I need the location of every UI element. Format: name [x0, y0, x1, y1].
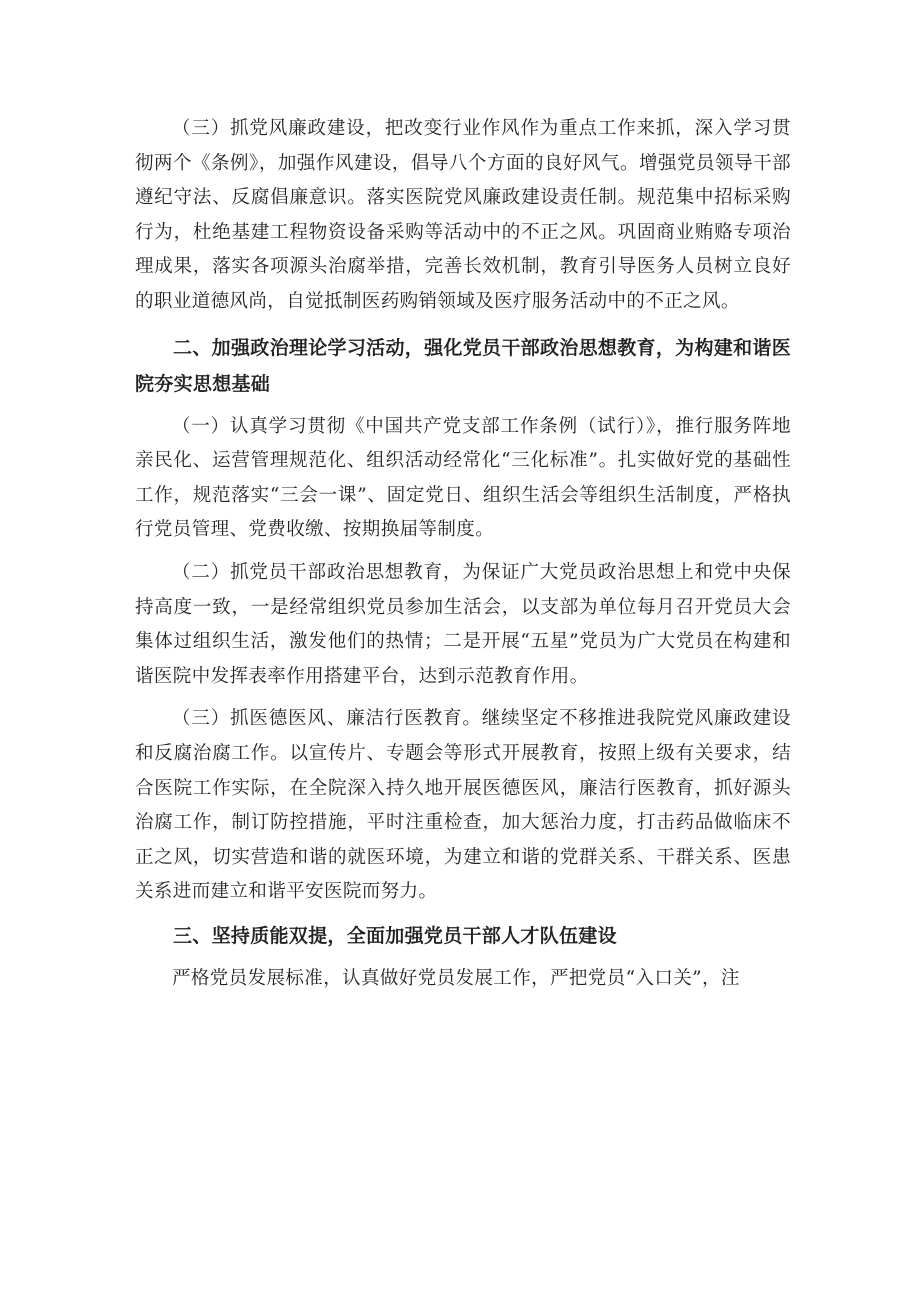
- spacer: [135, 320, 791, 330]
- spacer: [135, 954, 791, 962]
- document-page: [135, 112, 791, 996]
- spacer: [135, 694, 791, 702]
- paragraph-member-development: 严格党员发展标准，认真做好党员发展工作，严把党员“入口关”，注: [172, 967, 740, 989]
- paragraph-party-style-integrity: （三）抓党风廉政建设，把改变行业作风作为重点工作来抓，深入学习贯彻两个《条例》，加强作风建设，倡导八个方面的良好风气。增强党员领导干部遵纪守法、反腐倡廉意识。落实医院党风廉政建设责任制。规范集中招标采购行为，杜绝基建工程物资设备采购等活动中的不正之风。巩固商业贿赂专项治理成果，落实各项源头治腐举措，完善长效机制，教育引导医务人员树立良好的职业道德风尚，自觉抵制医药购销领域及医疗服务活动中的不正之风。: [135, 118, 791, 312]
- spacer: [135, 910, 791, 918]
- paragraph-medical-ethics: （三）抓医德医风、廉洁行医教育。继续坚定不移推进我院党风廉政建设和反腐治腐工作。以宣传片、专题会等形式开展教育，按照上级有关要求，结合医院工作实际，在全院深入持久地开展医德医风，廉洁行医教育，抓好源头治腐工作，制订防控措施，平时注重检查，加大惩治力度，打击药品做临床不正之风，切实营造和谐的就医环境，为建立和谐的党群关系、干群关系、医患关系进而建立和谐平安医院而努力。: [135, 708, 791, 903]
- section-heading-talent-team: 三、坚持质能双提，全面加强党员干部人才队伍建设: [173, 924, 617, 947]
- paragraph-branch-work-regulations: （一）认真学习贯彻《中国共产党支部工作条例（试行）》，推行服务阵地亲民化、运营管理规范化、组织活动经常化“三化标准”。扎实做好党的基础性工作，规范落实“三会一课”、固定党日、组织生活会等组织生活制度，严格执行党员管理、党费收缴、按期换届等制度。: [135, 415, 791, 541]
- spacer: [135, 548, 791, 556]
- paragraph-ideological-education: （二）抓党员干部政治思想教育，为保证广大党员政治思想上和党中央保持高度一致，一是经常组织党员参加生活会，以支部为单位每月召开党员大会集体过组织生活，激发他们的热情；二是开展“五星”党员为广大党员在构建和谐医院中发挥表率作用搭建平台，达到示范教育作用。: [135, 561, 791, 687]
- spacer: [135, 402, 791, 410]
- section-heading-political-study: 二、加强政治理论学习活动，强化党员干部政治思想教育，为构建和谐医院夯实思想基础: [135, 336, 791, 395]
